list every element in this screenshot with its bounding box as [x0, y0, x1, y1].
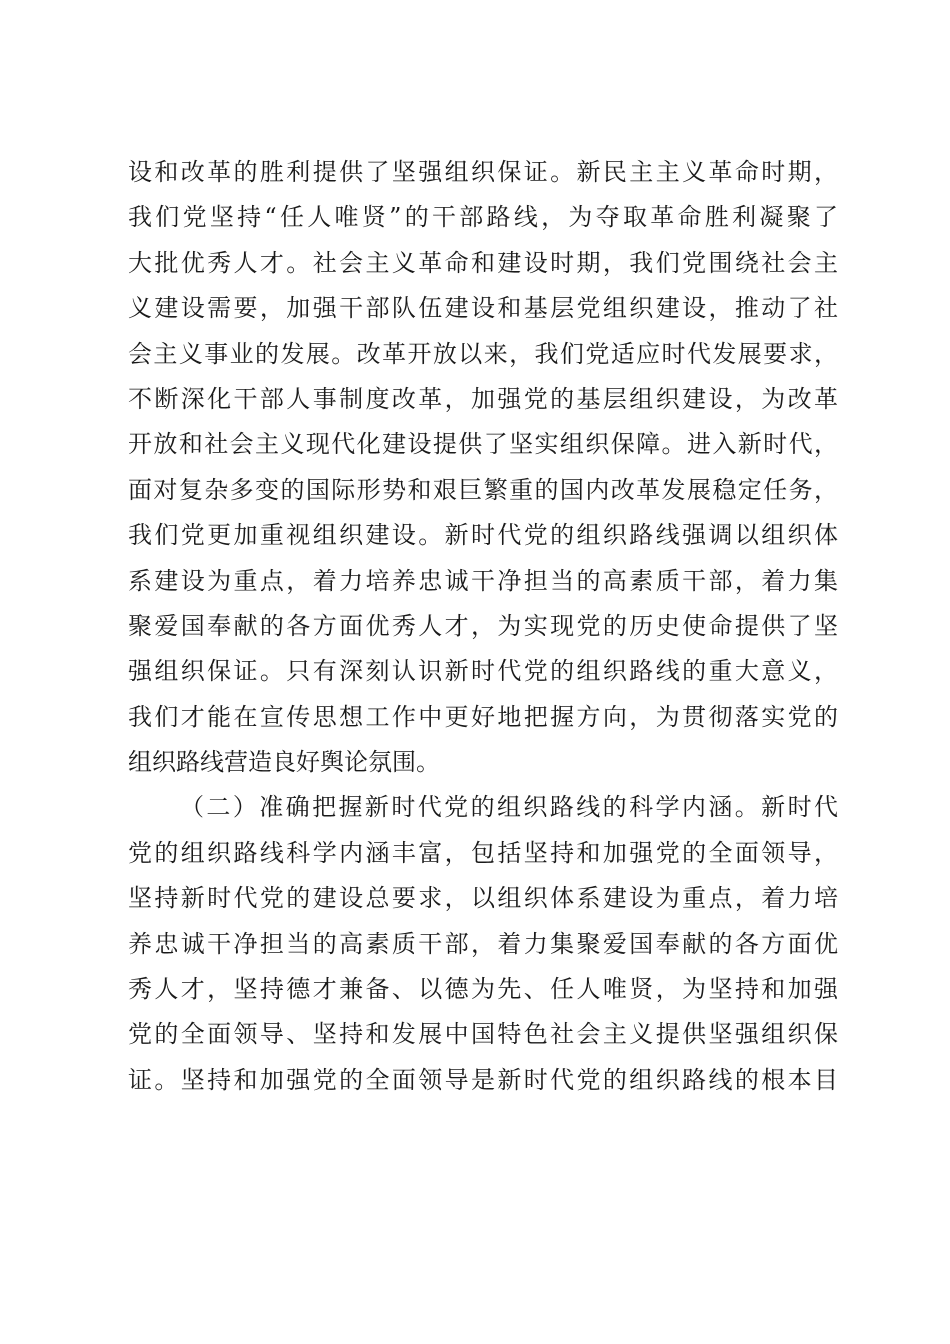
paragraph-line: 证。坚持和加强党的全面领导是新时代党的组织路线的根本目 — [128, 1065, 838, 1094]
paragraph-line: 面对复杂多变的国际形势和艰巨繁重的国内改革发展稳定任务， — [128, 475, 838, 504]
paragraph-line: 聚爱国奉献的各方面优秀人才，为实现党的历史使命提供了坚 — [128, 611, 838, 640]
paragraph-line: 秀人才，坚持德才兼备、以德为先、任人唯贤，为坚持和加强 — [128, 975, 838, 1004]
paragraph-line: 义建设需要，加强干部队伍建设和基层党组织建设，推动了社 — [128, 294, 838, 323]
paragraph-line: 党的组织路线科学内涵丰富，包括坚持和加强党的全面领导， — [128, 838, 838, 867]
paragraph-line: 我们党坚持“任人唯贤”的干部路线，为夺取革命胜利凝聚了 — [128, 203, 838, 232]
paragraph-line: 开放和社会主义现代化建设提供了坚实组织保障。进入新时代， — [128, 430, 838, 459]
paragraph-line: 设和改革的胜利提供了坚强组织保证。新民主主义革命时期， — [128, 158, 838, 186]
section-heading-line: （二）准确把握新时代党的组织路线的科学内涵。新时代 — [180, 793, 838, 822]
paragraph-line: 坚持新时代党的建设总要求，以组织体系建设为重点，着力培 — [128, 884, 838, 913]
paragraph-line: 不断深化干部人事制度改革，加强党的基层组织建设，为改革 — [128, 384, 838, 413]
paragraph-2 — [128, 785, 838, 1103]
document-body — [128, 150, 838, 1103]
paragraph-line: 养忠诚干净担当的高素质干部，着力集聚爱国奉献的各方面优 — [128, 929, 838, 958]
paragraph-line: 我们才能在宣传思想工作中更好地把握方向，为贯彻落实党的 — [128, 702, 838, 731]
paragraph-line: 会主义事业的发展。改革开放以来，我们党适应时代发展要求， — [128, 339, 838, 368]
paragraph-line: 我们党更加重视组织建设。新时代党的组织路线强调以组织体 — [128, 521, 838, 550]
paragraph-1 — [128, 150, 838, 785]
paragraph-line: 大批优秀人才。社会主义革命和建设时期，我们党围绕社会主 — [128, 248, 838, 277]
paragraph-line: 组织路线营造良好舆论氛围。 — [128, 748, 440, 777]
paragraph-line: 党的全面领导、坚持和发展中国特色社会主义提供坚强组织保 — [128, 1020, 838, 1049]
paragraph-line: 系建设为重点，着力培养忠诚干净担当的高素质干部，着力集 — [128, 566, 838, 595]
paragraph-line: 强组织保证。只有深刻认识新时代党的组织路线的重大意义， — [128, 657, 838, 686]
